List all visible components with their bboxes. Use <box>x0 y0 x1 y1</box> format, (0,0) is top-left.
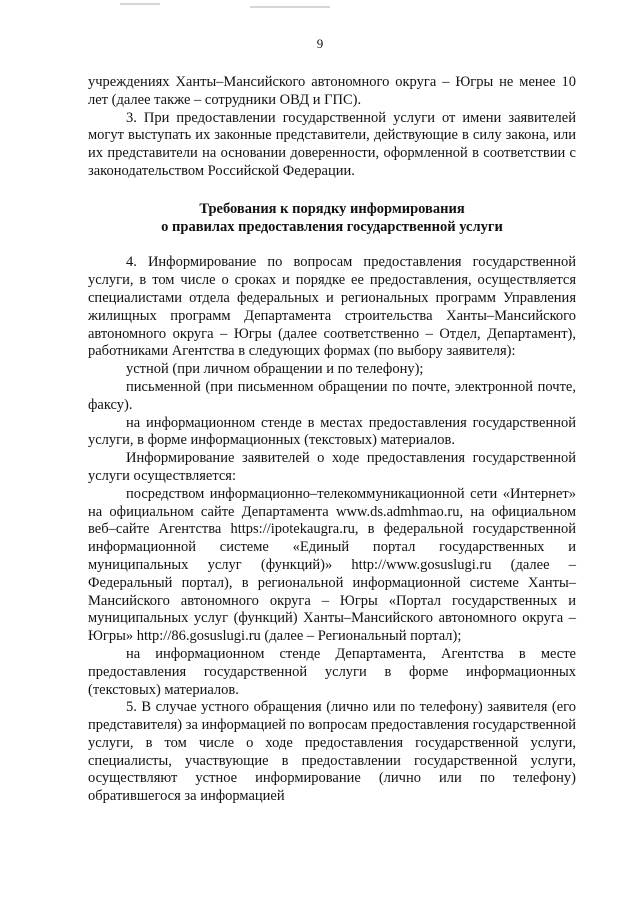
document-body <box>88 74 576 806</box>
section-heading-line-2: о правилах предоставления государственной услуги <box>161 218 503 235</box>
scan-artifact <box>250 6 330 8</box>
paragraph-dept-stand: на информационном стенде Департамента, Агентства в месте предоставления государственной услуги в форме информационных (текстовых) материалов. <box>88 645 576 698</box>
paragraph-stand: на информационном стенде в местах предоставления государственной услуги, в форме информационных (текстовых) материалов. <box>88 414 576 449</box>
page-number: 9 <box>316 36 324 51</box>
paragraph-progress-info: Информирование заявителей о ходе предоставления государственной услуги осуществляется: <box>88 450 576 484</box>
paragraph-3: 3. При предоставлении государственной услуги от имени заявителей могут выступать их законные представители, действующие в силу закона, или их представители на основании доверенности, оформленной в соответствии с законодательством Российской Федерации. <box>88 109 576 179</box>
paragraph-oral: устной (при личном обращении и по телефону); <box>126 361 424 378</box>
section-heading-line-1: Требования к порядку информирования <box>199 200 465 217</box>
section-heading <box>88 201 576 237</box>
paragraph-4: 4. Информирование по вопросам предоставления государственной услуги, в том числе о сроках и порядке ее предоставления, осуществляется специалистами отдела федеральных и региональных программ Управления жилищных программ Департамента строительства Ханты–Мансийского автономного округа – Югры (далее соответственно – Отдел, Департамент), работниками Агентства в следующих формах (по выбору заявителя): <box>88 254 576 360</box>
paragraph-continuation: учреждениях Ханты–Мансийского автономного округа – Югры не менее 10 лет (далее также – сотрудники ОВД и ГПС). <box>88 74 576 108</box>
paragraph-internet: посредством информационно–телекоммуникационной сети «Интернет» на официальном сайте Департамента www.ds.admhmao.ru, на официальном веб–сайте Агентства https://ipotekaugra.ru, в федеральной государственной информационной системе «Единый портал государственных и муниципальных услуг (функций)» http://www.gosuslugi.ru (далее – Федеральный портал), в региональной информационной системе Ханты–Мансийского автономного округа – Югры «Портал государственных и муниципальных услуг (функций) Ханты–Мансийского автономного округа – Югры» http://86.gosuslugi.ru (далее – Региональный портал); <box>88 485 576 645</box>
paragraph-written: письменной (при письменном обращении по почте, электронной почте, факсу). <box>88 378 576 413</box>
paragraph-5: 5. В случае устного обращения (лично или по телефону) заявителя (его представителя) за информацией по вопросам предоставления государственной услуги, в том числе о ходе предоставления государственной услуги, специалисты, участвующие в предоставлении государственной услуги, осуществляют устное информирование (лично или по телефону) обратившегося за информацией <box>88 699 576 805</box>
scan-artifact <box>120 3 160 5</box>
